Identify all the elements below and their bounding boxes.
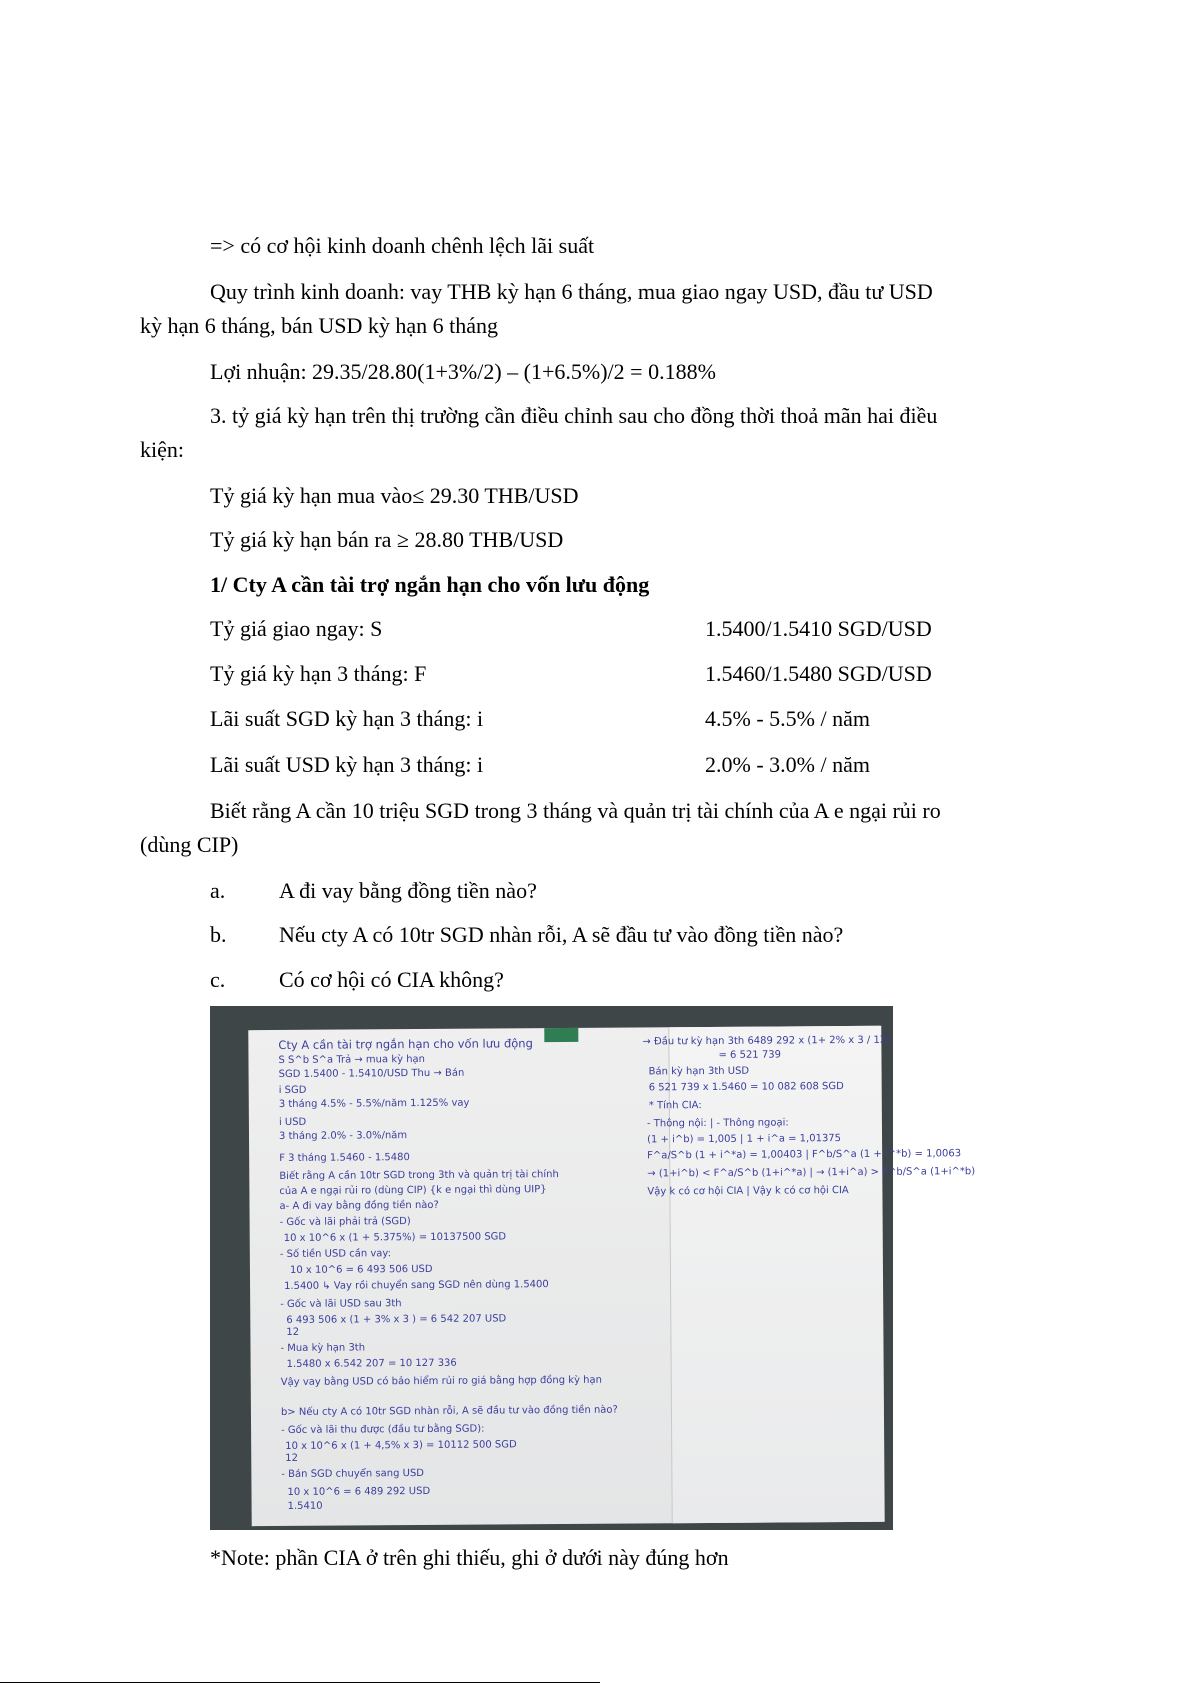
- hw-line: 10 x 10^6 = 6 493 506 USD: [289, 1263, 433, 1276]
- line-process-cont: kỳ hạn 6 tháng, bán USD kỳ hạn 6 tháng: [140, 313, 499, 338]
- footer-rule: [0, 1682, 600, 1683]
- question-text: Có cơ hội có CIA không?: [279, 967, 504, 992]
- hw-line: → Đầu tư kỳ hạn 3th 6489 292 x (1+ 2% x 3 / 12): [642, 1034, 891, 1048]
- line-process: Quy trình kinh doanh: vay THB kỳ hạn 6 tháng, mua giao ngay USD, đầu tư USD: [210, 279, 933, 304]
- line-conclusion: => có cơ hội kinh doanh chênh lệch lãi suất: [210, 233, 595, 258]
- hw-line: - Số tiền USD cần vay:: [279, 1248, 391, 1260]
- hw-line: → (1+i^b) < F^a/S^b (1+i^*a) | → (1+i^a) > F^b/S^a (1+i^*b): [647, 1166, 976, 1180]
- line-adjust: 3. tỷ giá kỳ hạn trên thị trường cần điều chỉnh sau cho đồng thời thoả mãn hai điều: [210, 403, 938, 428]
- hw-line: 10 x 10^6 = 6 489 292 USD: [287, 1485, 431, 1498]
- hw-line: Cty A cần tài trợ ngắn hạn cho vốn lưu động: [278, 1036, 533, 1053]
- problem-statement-cont: (dùng CIP): [140, 832, 239, 857]
- hw-line: 1.5480 x 6.542 207 = 10 127 336: [286, 1357, 457, 1370]
- line-profit: Lợi nhuận: 29.35/28.80(1+3%/2) – (1+6.5%)/2 = 0.188%: [210, 359, 716, 384]
- question-marker: b.: [210, 922, 227, 947]
- rate-value: 1.5400/1.5410 SGD/USD: [705, 616, 932, 641]
- hw-line: 6 493 506 x (1 + 3% x 3 ) = 6 542 207 USD: [286, 1313, 507, 1326]
- hw-line: F 3 tháng 1.5460 - 1.5480: [279, 1152, 410, 1164]
- rate-label: Tỷ giá giao ngay: S: [210, 616, 383, 641]
- hw-line: 6 521 739 x 1.5460 = 10 082 608 SGD: [648, 1081, 844, 1094]
- hw-line: của A e ngại rủi ro (dùng CIP) {k e ngại thì dùng UIP}: [279, 1184, 547, 1197]
- problem-statement: Biết rằng A cần 10 triệu SGD trong 3 tháng và quản trị tài chính của A e ngại rủi ro: [210, 798, 941, 823]
- rate-value: 1.5460/1.5480 SGD/USD: [705, 661, 932, 686]
- hw-line: S S^b S^a Trả → mua kỳ hạn: [278, 1053, 426, 1067]
- hw-line: i USD: [278, 1116, 307, 1129]
- hw-line: - Gốc và lãi USD sau 3th: [280, 1298, 402, 1310]
- notebook-paper: [248, 1026, 976, 1526]
- hw-line: 10 x 10^6 x (1 + 4,5% x 3) = 10112 500 SGD: [285, 1439, 517, 1452]
- hw-line: F^a/S^b (1 + i^*a) = 1,00403 | F^b/S^a (1 + i^*b) = 1,0063: [647, 1148, 962, 1162]
- green-tab: [544, 1028, 578, 1042]
- hw-line: 12: [285, 1452, 299, 1464]
- hw-line: - Mua kỳ hạn 3th: [280, 1342, 366, 1354]
- hw-line: - Gốc và lãi thu được (đầu tư bằng SGD):: [281, 1423, 485, 1436]
- hw-line: = 6 521 739: [718, 1049, 781, 1061]
- hw-line: * Tính CIA:: [648, 1100, 702, 1112]
- question-marker: a.: [210, 878, 226, 903]
- question-text: A đi vay bằng đồng tiền nào?: [279, 878, 537, 903]
- hw-line: - Gốc và lãi phải trả (SGD): [279, 1216, 411, 1228]
- hw-line: - Thông nội: | - Thông ngoại:: [646, 1117, 789, 1130]
- hw-line: 1.5410: [287, 1500, 323, 1512]
- handwritten-notes-photo: [210, 1006, 976, 1530]
- section-heading: 1/ Cty A cần tài trợ ngắn hạn cho vốn lưu động: [210, 572, 650, 597]
- note-text: *Note: phần CIA ở trên ghi thiếu, ghi ở dưới này đúng hơn: [210, 1545, 729, 1570]
- hw-line: i SGD: [278, 1084, 307, 1097]
- rate-value: 2.0% - 3.0% / năm: [705, 752, 870, 777]
- hw-line: SGD 1.5400 - 1.5410/USD Thu → Bán: [278, 1067, 465, 1081]
- hw-line: b> Nếu cty A có 10tr SGD nhàn rỗi, A sẽ đầu tư vào đồng tiền nào?: [280, 1404, 618, 1418]
- hw-line: (1 + i^b) = 1,005 | 1 + i^a = 1,01375: [647, 1133, 842, 1146]
- hw-line: Vậy vay bằng USD có bảo hiểm rủi ro giá bằng hợp đồng kỳ hạn: [280, 1374, 603, 1388]
- rate-value: 4.5% - 5.5% / năm: [705, 706, 870, 731]
- line-sell-rate: Tỷ giá kỳ hạn bán ra ≥ 28.80 THB/USD: [210, 527, 564, 552]
- hw-line: Vậy k có cơ hội CIA | Vậy k có cơ hội CIA: [647, 1185, 849, 1198]
- hw-line: 1.5400 ↳ Vay rồi chuyển sang SGD nên dùng 1.5400: [284, 1279, 549, 1292]
- question-text: Nếu cty A có 10tr SGD nhàn rỗi, A sẽ đầu tư vào đồng tiền nào?: [279, 922, 844, 947]
- rate-label: Tỷ giá kỳ hạn 3 tháng: F: [210, 661, 427, 686]
- hw-line: Bán kỳ hạn 3th USD: [648, 1065, 750, 1078]
- hw-line: 3 tháng 4.5% - 5.5%/năm 1.125% vay: [278, 1097, 470, 1111]
- hw-line: 3 tháng 2.0% - 3.0%/năm: [278, 1130, 408, 1142]
- rate-label: Lãi suất SGD kỳ hạn 3 tháng: i: [210, 706, 484, 731]
- hw-line: a- A đi vay bằng đồng tiền nào?: [279, 1199, 439, 1212]
- hw-line: Biết rằng A cần 10tr SGD trong 3th và quản trị tài chính: [279, 1169, 559, 1182]
- hw-line: 10 x 10^6 x (1 + 5.375%) = 10137500 SGD: [283, 1231, 507, 1244]
- line-buy-rate: Tỷ giá kỳ hạn mua vào≤ 29.30 THB/USD: [210, 483, 579, 508]
- question-marker: c.: [210, 967, 226, 992]
- line-adjust-cont: kiện:: [140, 437, 184, 462]
- rate-label: Lãi suất USD kỳ hạn 3 tháng: i: [210, 752, 484, 777]
- hw-line: 12: [286, 1326, 300, 1338]
- hw-line: - Bán SGD chuyển sang USD: [281, 1467, 425, 1480]
